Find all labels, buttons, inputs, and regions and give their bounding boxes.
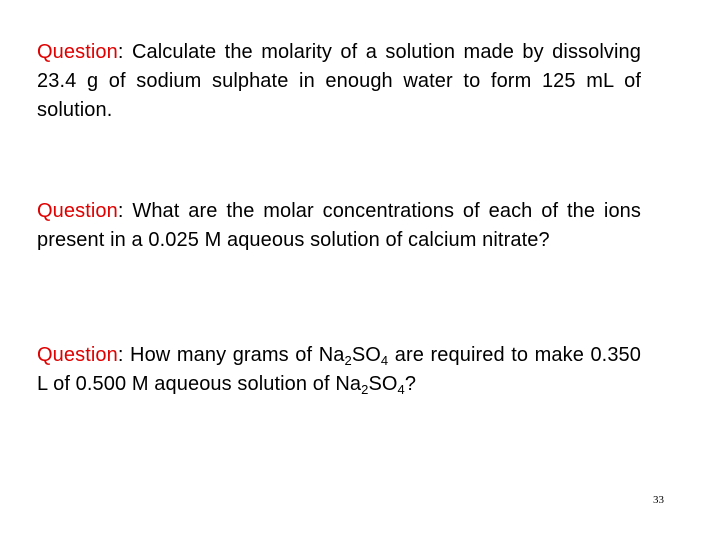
question-text-part: : How many grams of Na bbox=[117, 344, 345, 366]
question-text: : Calculate the molarity of a solution made by dissolving 23.4 g of sodium sulphate in enough water to form 125 mL of solution. bbox=[37, 41, 641, 121]
subscript: 2 bbox=[344, 353, 352, 368]
question-text-part: SO bbox=[351, 344, 381, 366]
question-text-part: ? bbox=[404, 373, 417, 395]
question-text-part: SO bbox=[368, 373, 398, 395]
question-label: Question bbox=[37, 344, 118, 366]
question-1 bbox=[37, 38, 641, 125]
question-text: : What are the molar concentrations of each of the ions present in a 0.025 M aqueous solution of calcium nitrate? bbox=[37, 200, 641, 251]
question-label: Question bbox=[37, 200, 118, 222]
question-text-part: are required to make 0.350 L of 0.500 M aqueous solution of Na bbox=[37, 344, 641, 395]
subscript: 2 bbox=[361, 382, 369, 397]
question-label: Question bbox=[37, 41, 118, 63]
subscript: 4 bbox=[380, 353, 389, 368]
subscript: 4 bbox=[397, 382, 405, 397]
question-2 bbox=[37, 197, 641, 255]
question-3 bbox=[37, 341, 641, 399]
page-number: 33 bbox=[653, 494, 664, 506]
